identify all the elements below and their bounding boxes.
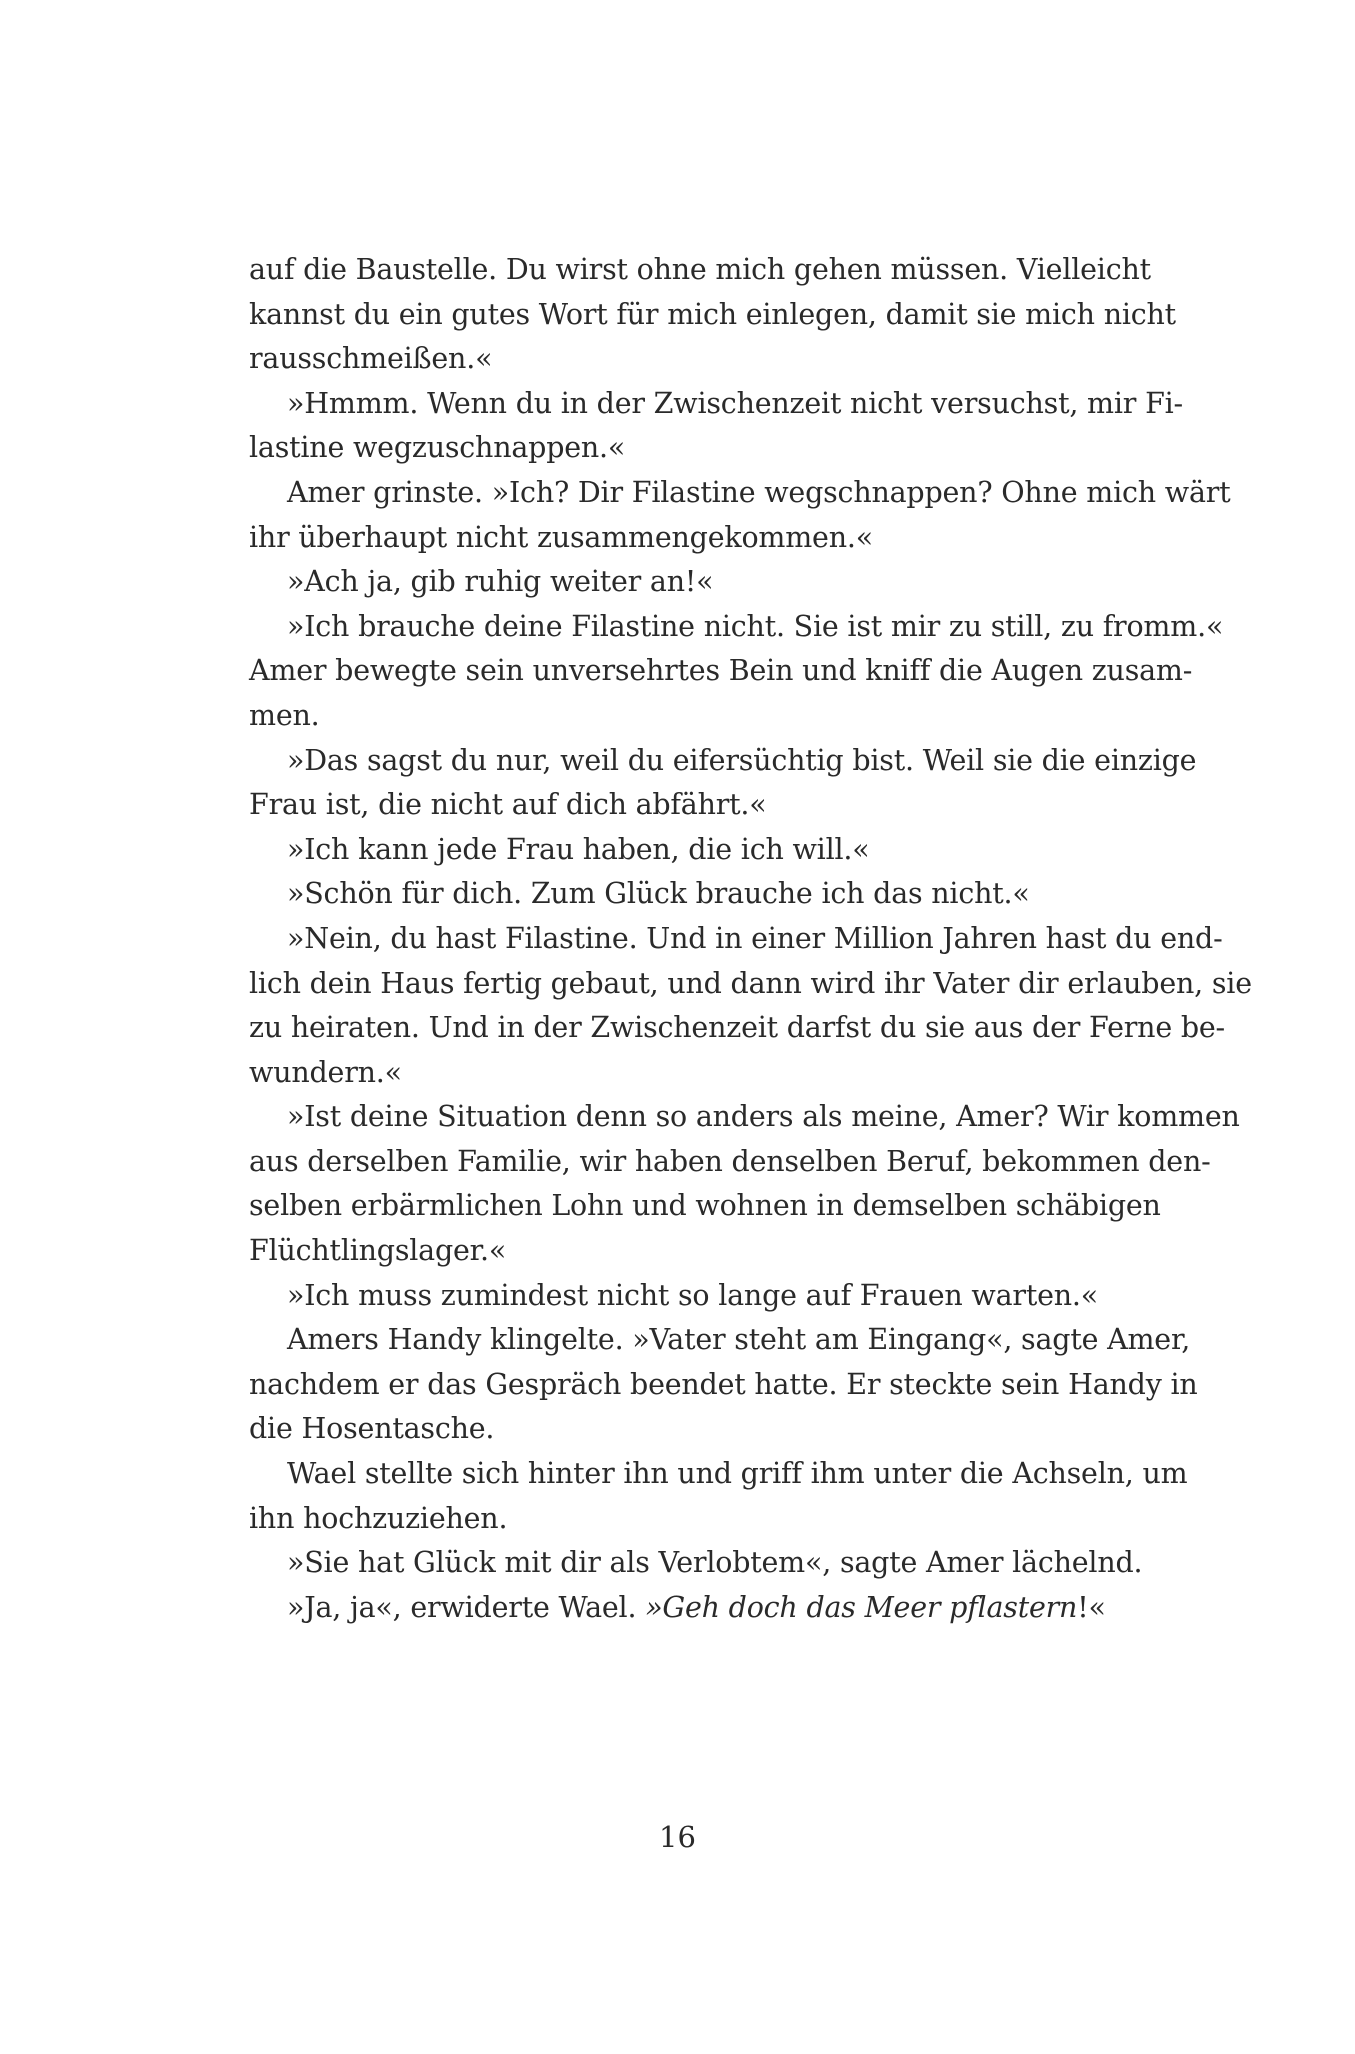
text-line: ihr überhaupt nicht zusammengekommen.« — [249, 520, 873, 554]
body-text — [249, 248, 1252, 1630]
text-line: die Hosentasche. — [249, 1412, 495, 1446]
final-line-plain: »Ja, ja«, erwiderte Wael. — [287, 1590, 646, 1624]
text-line: »Schön für dich. Zum Glück brauche ich das nicht.« — [287, 877, 1030, 911]
text-line: »Ach ja, gib ruhig weiter an!« — [287, 565, 714, 599]
text-line: »Ist deine Situation denn so anders als meine, Amer? Wir kommen — [287, 1100, 1240, 1134]
text-line: »Hmmm. Wenn du in der Zwischenzeit nicht versuchst, mir Fi- — [287, 386, 1183, 420]
text-line: rausschmeißen.« — [249, 342, 493, 376]
text-line: men. — [249, 698, 320, 732]
text-line: zu heiraten. Und in der Zwischenzeit darfst du sie aus der Ferne be- — [249, 1011, 1225, 1045]
text-line: aus derselben Familie, wir haben denselben Beruf, bekommen den- — [249, 1144, 1211, 1178]
text-line-final — [249, 1586, 1143, 1631]
text-line: Amer bewegte sein unversehrtes Bein und kniff die Augen zusam- — [249, 654, 1193, 688]
text-line: Amers Handy klingelte. »Vater steht am Eingang«, sagte Amer, — [287, 1323, 1191, 1357]
text-line: Flüchtlingslager.« — [249, 1234, 507, 1268]
text-line: lastine wegzuschnappen.« — [249, 431, 626, 465]
text-line: lich dein Haus fertig gebaut, und dann wird ihr Vater dir erlauben, sie — [249, 966, 1252, 1000]
text-line: auf die Baustelle. Du wirst ohne mich gehen müssen. Vielleicht — [249, 253, 1151, 286]
text-line: Wael stellte sich hinter ihn und griff ihm unter die Achseln, um — [287, 1457, 1188, 1491]
text-line: »Ich kann jede Frau haben, die ich will.« — [287, 832, 870, 866]
text-line: »Ich brauche deine Filastine nicht. Sie ist mir zu still, zu fromm.« — [287, 609, 1224, 643]
text-line: nachdem er das Gespräch beendet hatte. Er steckte sein Handy in — [249, 1367, 1198, 1401]
text-line: Frau ist, die nicht auf dich abfährt.« — [249, 788, 767, 822]
text-line: kannst du ein gutes Wort für mich einlegen, damit sie mich nicht — [249, 297, 1176, 331]
page-number: 16 — [659, 1820, 696, 1854]
text-line: wundern.« — [249, 1055, 402, 1089]
text-line: Amer grinste. »Ich? Dir Filastine wegschnappen? Ohne mich wärt — [287, 475, 1231, 509]
final-line-italic: »Geh doch das Meer pflastern — [645, 1590, 1078, 1624]
text-line: ihn hochzuziehen. — [249, 1501, 508, 1535]
final-line-closing: !« — [1077, 1590, 1106, 1624]
text-line: »Ich muss zumindest nicht so lange auf Frauen warten.« — [287, 1278, 1099, 1312]
text-line: selben erbärmlichen Lohn und wohnen in demselben schäbigen — [249, 1189, 1161, 1223]
text-line: »Das sagst du nur, weil du eifersüchtig bist. Weil sie die einzige — [287, 743, 1197, 777]
text-line: »Sie hat Glück mit dir als Verlobtem«, sagte Amer lächelnd. — [287, 1546, 1143, 1580]
text-line: »Nein, du hast Filastine. Und in einer Million Jahren hast du end- — [287, 921, 1223, 955]
